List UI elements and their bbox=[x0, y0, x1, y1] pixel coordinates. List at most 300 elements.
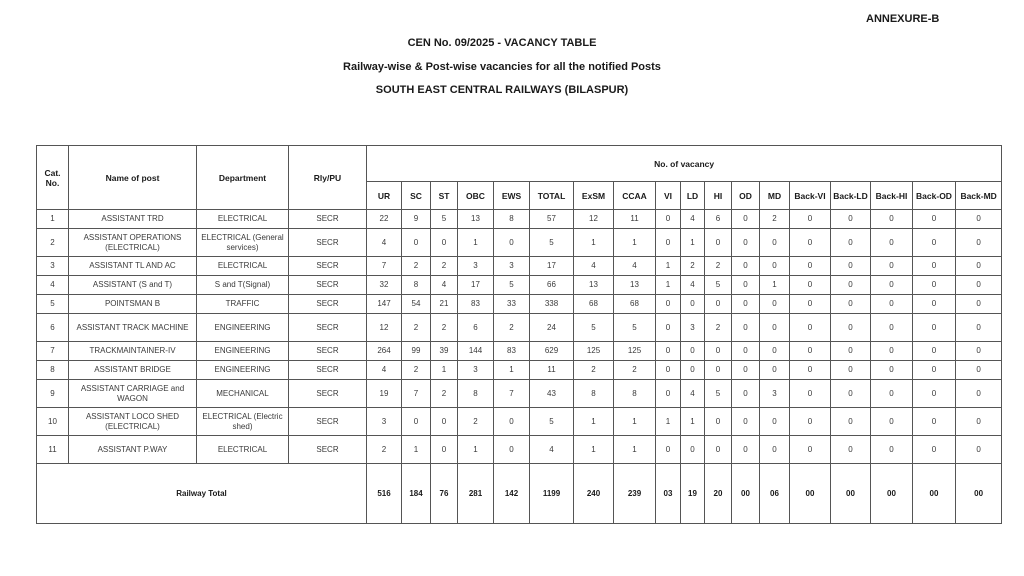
vacancy-back-ld-cell: 0 bbox=[831, 210, 871, 229]
rly-pu-cell: SECR bbox=[289, 408, 367, 436]
post-name-cell: ASSISTANT LOCO SHED (ELECTRICAL) bbox=[69, 408, 197, 436]
header-back-ld: Back-LD bbox=[831, 182, 871, 210]
header-ld: LD bbox=[681, 182, 705, 210]
vacancy-od-cell: 0 bbox=[732, 276, 760, 295]
post-name-cell: ASSISTANT TRD bbox=[69, 210, 197, 229]
post-name-cell: POINTSMAN B bbox=[69, 295, 197, 314]
post-name-cell: ASSISTANT P.WAY bbox=[69, 436, 197, 464]
vacancy-back-vi-cell: 0 bbox=[790, 210, 831, 229]
vacancy-exsm-cell: 4 bbox=[574, 257, 614, 276]
document-subtitle: Railway-wise & Post-wise vacancies for all the notified Posts bbox=[343, 61, 661, 73]
vacancy-od-cell: 0 bbox=[732, 342, 760, 361]
vacancy-ur-cell: 7 bbox=[367, 257, 402, 276]
rly-pu-cell: SECR bbox=[289, 342, 367, 361]
department-cell: MECHANICAL bbox=[197, 380, 289, 408]
header-od: OD bbox=[732, 182, 760, 210]
vacancy-st-cell: 5 bbox=[431, 210, 458, 229]
vacancy-vi-cell: 1 bbox=[656, 408, 681, 436]
vacancy-back-md-cell: 0 bbox=[956, 229, 1002, 257]
cat-no-cell: 5 bbox=[37, 295, 69, 314]
vacancy-hi-cell: 0 bbox=[705, 436, 732, 464]
header-ews: EWS bbox=[494, 182, 530, 210]
vacancy-ccaa-cell: 1 bbox=[614, 229, 656, 257]
vacancy-md-cell: 0 bbox=[760, 408, 790, 436]
header-obc: OBC bbox=[458, 182, 494, 210]
vacancy-back-hi-cell: 0 bbox=[871, 257, 913, 276]
total-back-vi-cell: 00 bbox=[790, 464, 831, 524]
vacancy-ur-cell: 3 bbox=[367, 408, 402, 436]
total-hi-cell: 20 bbox=[705, 464, 732, 524]
vacancy-back-vi-cell: 0 bbox=[790, 314, 831, 342]
vacancy-st-cell: 0 bbox=[431, 408, 458, 436]
vacancy-ur-cell: 12 bbox=[367, 314, 402, 342]
vacancy-back-hi-cell: 0 bbox=[871, 314, 913, 342]
vacancy-ews-cell: 0 bbox=[494, 408, 530, 436]
total-ur-cell: 516 bbox=[367, 464, 402, 524]
vacancy-back-hi-cell: 0 bbox=[871, 210, 913, 229]
vacancy-vi-cell: 1 bbox=[656, 276, 681, 295]
vacancy-total-cell: 43 bbox=[530, 380, 574, 408]
vacancy-ews-cell: 0 bbox=[494, 229, 530, 257]
vacancy-exsm-cell: 13 bbox=[574, 276, 614, 295]
header-department: Department bbox=[197, 146, 289, 210]
vacancy-ur-cell: 4 bbox=[367, 361, 402, 380]
vacancy-back-ld-cell: 0 bbox=[831, 314, 871, 342]
rly-pu-cell: SECR bbox=[289, 380, 367, 408]
vacancy-back-od-cell: 0 bbox=[913, 295, 956, 314]
department-cell: ELECTRICAL bbox=[197, 436, 289, 464]
vacancy-md-cell: 0 bbox=[760, 361, 790, 380]
vacancy-md-cell: 0 bbox=[760, 436, 790, 464]
vacancy-ld-cell: 1 bbox=[681, 408, 705, 436]
cat-no-cell: 6 bbox=[37, 314, 69, 342]
vacancy-hi-cell: 0 bbox=[705, 408, 732, 436]
vacancy-ccaa-cell: 125 bbox=[614, 342, 656, 361]
vacancy-hi-cell: 2 bbox=[705, 257, 732, 276]
vacancy-hi-cell: 5 bbox=[705, 276, 732, 295]
header-md: MD bbox=[760, 182, 790, 210]
vacancy-back-od-cell: 0 bbox=[913, 380, 956, 408]
vacancy-vi-cell: 0 bbox=[656, 436, 681, 464]
total-st-cell: 76 bbox=[431, 464, 458, 524]
railway-total-label: Railway Total bbox=[37, 464, 367, 524]
vacancy-back-ld-cell: 0 bbox=[831, 380, 871, 408]
department-cell: ELECTRICAL (Electric shed) bbox=[197, 408, 289, 436]
cat-no-cell: 4 bbox=[37, 276, 69, 295]
total-vi-cell: 03 bbox=[656, 464, 681, 524]
rly-pu-cell: SECR bbox=[289, 295, 367, 314]
vacancy-table bbox=[36, 145, 1002, 524]
vacancy-ews-cell: 3 bbox=[494, 257, 530, 276]
vacancy-back-md-cell: 0 bbox=[956, 380, 1002, 408]
vacancy-exsm-cell: 5 bbox=[574, 314, 614, 342]
department-cell: ELECTRICAL bbox=[197, 210, 289, 229]
vacancy-ur-cell: 2 bbox=[367, 436, 402, 464]
table-row bbox=[37, 408, 1002, 436]
vacancy-back-od-cell: 0 bbox=[913, 408, 956, 436]
vacancy-st-cell: 21 bbox=[431, 295, 458, 314]
vacancy-sc-cell: 2 bbox=[402, 314, 431, 342]
vacancy-back-od-cell: 0 bbox=[913, 229, 956, 257]
header-row-top bbox=[37, 146, 1002, 182]
vacancy-back-md-cell: 0 bbox=[956, 436, 1002, 464]
table-row bbox=[37, 342, 1002, 361]
vacancy-sc-cell: 1 bbox=[402, 436, 431, 464]
vacancy-back-md-cell: 0 bbox=[956, 210, 1002, 229]
vacancy-md-cell: 1 bbox=[760, 276, 790, 295]
vacancy-ld-cell: 0 bbox=[681, 436, 705, 464]
vacancy-back-hi-cell: 0 bbox=[871, 295, 913, 314]
vacancy-back-vi-cell: 0 bbox=[790, 408, 831, 436]
vacancy-total-cell: 57 bbox=[530, 210, 574, 229]
vacancy-st-cell: 1 bbox=[431, 361, 458, 380]
post-name-cell: ASSISTANT OPERATIONS (ELECTRICAL) bbox=[69, 229, 197, 257]
vacancy-obc-cell: 1 bbox=[458, 229, 494, 257]
vacancy-back-vi-cell: 0 bbox=[790, 380, 831, 408]
vacancy-obc-cell: 3 bbox=[458, 257, 494, 276]
vacancy-back-ld-cell: 0 bbox=[831, 276, 871, 295]
vacancy-od-cell: 0 bbox=[732, 436, 760, 464]
vacancy-obc-cell: 3 bbox=[458, 361, 494, 380]
department-cell: ENGINEERING bbox=[197, 342, 289, 361]
post-name-cell: ASSISTANT CARRIAGE and WAGON bbox=[69, 380, 197, 408]
vacancy-back-hi-cell: 0 bbox=[871, 436, 913, 464]
vacancy-ews-cell: 83 bbox=[494, 342, 530, 361]
department-cell: S and T(Signal) bbox=[197, 276, 289, 295]
vacancy-md-cell: 3 bbox=[760, 380, 790, 408]
vacancy-back-vi-cell: 0 bbox=[790, 257, 831, 276]
vacancy-sc-cell: 54 bbox=[402, 295, 431, 314]
vacancy-st-cell: 4 bbox=[431, 276, 458, 295]
total-ews-cell: 142 bbox=[494, 464, 530, 524]
cat-no-cell: 2 bbox=[37, 229, 69, 257]
vacancy-ur-cell: 32 bbox=[367, 276, 402, 295]
vacancy-back-hi-cell: 0 bbox=[871, 361, 913, 380]
vacancy-ews-cell: 5 bbox=[494, 276, 530, 295]
vacancy-back-od-cell: 0 bbox=[913, 436, 956, 464]
vacancy-st-cell: 0 bbox=[431, 229, 458, 257]
vacancy-obc-cell: 6 bbox=[458, 314, 494, 342]
vacancy-ld-cell: 4 bbox=[681, 276, 705, 295]
vacancy-ccaa-cell: 1 bbox=[614, 436, 656, 464]
vacancy-exsm-cell: 1 bbox=[574, 436, 614, 464]
rly-pu-cell: SECR bbox=[289, 314, 367, 342]
vacancy-od-cell: 0 bbox=[732, 380, 760, 408]
total-back-hi-cell: 00 bbox=[871, 464, 913, 524]
vacancy-st-cell: 0 bbox=[431, 436, 458, 464]
department-cell: ELECTRICAL (General services) bbox=[197, 229, 289, 257]
header-name-of-post: Name of post bbox=[69, 146, 197, 210]
vacancy-ews-cell: 1 bbox=[494, 361, 530, 380]
vacancy-ccaa-cell: 8 bbox=[614, 380, 656, 408]
vacancy-back-md-cell: 0 bbox=[956, 408, 1002, 436]
vacancy-total-cell: 11 bbox=[530, 361, 574, 380]
vacancy-obc-cell: 144 bbox=[458, 342, 494, 361]
vacancy-ccaa-cell: 13 bbox=[614, 276, 656, 295]
vacancy-exsm-cell: 68 bbox=[574, 295, 614, 314]
post-name-cell: ASSISTANT TL AND AC bbox=[69, 257, 197, 276]
header-back-hi: Back-HI bbox=[871, 182, 913, 210]
vacancy-total-cell: 4 bbox=[530, 436, 574, 464]
department-cell: TRAFFIC bbox=[197, 295, 289, 314]
rly-pu-cell: SECR bbox=[289, 229, 367, 257]
vacancy-ld-cell: 0 bbox=[681, 361, 705, 380]
post-name-cell: ASSISTANT (S and T) bbox=[69, 276, 197, 295]
vacancy-ld-cell: 4 bbox=[681, 210, 705, 229]
cat-no-cell: 7 bbox=[37, 342, 69, 361]
rly-pu-cell: SECR bbox=[289, 361, 367, 380]
vacancy-md-cell: 0 bbox=[760, 314, 790, 342]
vacancy-back-ld-cell: 0 bbox=[831, 295, 871, 314]
vacancy-obc-cell: 2 bbox=[458, 408, 494, 436]
vacancy-ews-cell: 2 bbox=[494, 314, 530, 342]
vacancy-back-hi-cell: 0 bbox=[871, 229, 913, 257]
vacancy-back-hi-cell: 0 bbox=[871, 276, 913, 295]
annexure-label: ANNEXURE-B bbox=[866, 13, 940, 25]
vacancy-hi-cell: 0 bbox=[705, 295, 732, 314]
vacancy-total-cell: 17 bbox=[530, 257, 574, 276]
vacancy-exsm-cell: 12 bbox=[574, 210, 614, 229]
vacancy-back-od-cell: 0 bbox=[913, 210, 956, 229]
vacancy-md-cell: 0 bbox=[760, 229, 790, 257]
vacancy-back-hi-cell: 0 bbox=[871, 342, 913, 361]
table-body bbox=[37, 210, 1002, 524]
vacancy-back-od-cell: 0 bbox=[913, 314, 956, 342]
vacancy-sc-cell: 0 bbox=[402, 408, 431, 436]
total-obc-cell: 281 bbox=[458, 464, 494, 524]
vacancy-total-cell: 5 bbox=[530, 408, 574, 436]
vacancy-back-ld-cell: 0 bbox=[831, 361, 871, 380]
total-back-md-cell: 00 bbox=[956, 464, 1002, 524]
vacancy-hi-cell: 0 bbox=[705, 361, 732, 380]
vacancy-total-cell: 338 bbox=[530, 295, 574, 314]
vacancy-md-cell: 0 bbox=[760, 295, 790, 314]
header-no-of-vacancy: No. of vacancy bbox=[367, 146, 1002, 182]
vacancy-ccaa-cell: 68 bbox=[614, 295, 656, 314]
vacancy-sc-cell: 9 bbox=[402, 210, 431, 229]
vacancy-exsm-cell: 2 bbox=[574, 361, 614, 380]
vacancy-total-cell: 5 bbox=[530, 229, 574, 257]
vacancy-ld-cell: 0 bbox=[681, 342, 705, 361]
vacancy-ccaa-cell: 2 bbox=[614, 361, 656, 380]
vacancy-back-od-cell: 0 bbox=[913, 342, 956, 361]
cat-no-cell: 3 bbox=[37, 257, 69, 276]
document-title: CEN No. 09/2025 - VACANCY TABLE bbox=[407, 37, 597, 49]
vacancy-back-ld-cell: 0 bbox=[831, 436, 871, 464]
vacancy-ld-cell: 3 bbox=[681, 314, 705, 342]
vacancy-vi-cell: 0 bbox=[656, 342, 681, 361]
railway-total-row bbox=[37, 464, 1002, 524]
vacancy-ccaa-cell: 4 bbox=[614, 257, 656, 276]
header-hi: HI bbox=[705, 182, 732, 210]
vacancy-exsm-cell: 1 bbox=[574, 229, 614, 257]
vacancy-back-vi-cell: 0 bbox=[790, 276, 831, 295]
vacancy-back-vi-cell: 0 bbox=[790, 295, 831, 314]
vacancy-ccaa-cell: 11 bbox=[614, 210, 656, 229]
table-row bbox=[37, 436, 1002, 464]
vacancy-vi-cell: 0 bbox=[656, 210, 681, 229]
vacancy-ews-cell: 7 bbox=[494, 380, 530, 408]
vacancy-back-hi-cell: 0 bbox=[871, 408, 913, 436]
vacancy-back-md-cell: 0 bbox=[956, 257, 1002, 276]
vacancy-ccaa-cell: 1 bbox=[614, 408, 656, 436]
vacancy-sc-cell: 0 bbox=[402, 229, 431, 257]
vacancy-exsm-cell: 1 bbox=[574, 408, 614, 436]
department-cell: ELECTRICAL bbox=[197, 257, 289, 276]
vacancy-total-cell: 66 bbox=[530, 276, 574, 295]
cat-no-cell: 10 bbox=[37, 408, 69, 436]
vacancy-od-cell: 0 bbox=[732, 314, 760, 342]
vacancy-od-cell: 0 bbox=[732, 257, 760, 276]
total-exsm-cell: 240 bbox=[574, 464, 614, 524]
vacancy-ld-cell: 4 bbox=[681, 380, 705, 408]
table-row bbox=[37, 210, 1002, 229]
post-name-cell: TRACKMAINTAINER-IV bbox=[69, 342, 197, 361]
vacancy-vi-cell: 0 bbox=[656, 361, 681, 380]
post-name-cell: ASSISTANT TRACK MACHINE bbox=[69, 314, 197, 342]
vacancy-md-cell: 0 bbox=[760, 342, 790, 361]
rly-pu-cell: SECR bbox=[289, 257, 367, 276]
header-ccaa: CCAA bbox=[614, 182, 656, 210]
table-row bbox=[37, 276, 1002, 295]
header-st: ST bbox=[431, 182, 458, 210]
header-exsm: ExSM bbox=[574, 182, 614, 210]
vacancy-obc-cell: 17 bbox=[458, 276, 494, 295]
total-sc-cell: 184 bbox=[402, 464, 431, 524]
vacancy-exsm-cell: 125 bbox=[574, 342, 614, 361]
vacancy-ews-cell: 8 bbox=[494, 210, 530, 229]
vacancy-back-od-cell: 0 bbox=[913, 361, 956, 380]
vacancy-ews-cell: 33 bbox=[494, 295, 530, 314]
vacancy-back-vi-cell: 0 bbox=[790, 229, 831, 257]
total-ccaa-cell: 239 bbox=[614, 464, 656, 524]
vacancy-sc-cell: 8 bbox=[402, 276, 431, 295]
vacancy-st-cell: 39 bbox=[431, 342, 458, 361]
vacancy-sc-cell: 2 bbox=[402, 257, 431, 276]
vacancy-hi-cell: 0 bbox=[705, 342, 732, 361]
table-row bbox=[37, 295, 1002, 314]
department-cell: ENGINEERING bbox=[197, 314, 289, 342]
header-sc: SC bbox=[402, 182, 431, 210]
vacancy-vi-cell: 1 bbox=[656, 257, 681, 276]
vacancy-back-md-cell: 0 bbox=[956, 276, 1002, 295]
vacancy-ccaa-cell: 5 bbox=[614, 314, 656, 342]
vacancy-back-od-cell: 0 bbox=[913, 276, 956, 295]
header-vi: VI bbox=[656, 182, 681, 210]
vacancy-ur-cell: 147 bbox=[367, 295, 402, 314]
vacancy-back-hi-cell: 0 bbox=[871, 380, 913, 408]
vacancy-od-cell: 0 bbox=[732, 229, 760, 257]
total-ld-cell: 19 bbox=[681, 464, 705, 524]
vacancy-vi-cell: 0 bbox=[656, 314, 681, 342]
header-rly-pu: Rly/PU bbox=[289, 146, 367, 210]
table-row bbox=[37, 314, 1002, 342]
vacancy-ur-cell: 19 bbox=[367, 380, 402, 408]
total-md-cell: 06 bbox=[760, 464, 790, 524]
total-back-ld-cell: 00 bbox=[831, 464, 871, 524]
vacancy-ur-cell: 264 bbox=[367, 342, 402, 361]
table-row bbox=[37, 229, 1002, 257]
header-ur: UR bbox=[367, 182, 402, 210]
vacancy-obc-cell: 1 bbox=[458, 436, 494, 464]
rly-pu-cell: SECR bbox=[289, 436, 367, 464]
vacancy-vi-cell: 0 bbox=[656, 295, 681, 314]
vacancy-hi-cell: 0 bbox=[705, 229, 732, 257]
vacancy-sc-cell: 7 bbox=[402, 380, 431, 408]
vacancy-md-cell: 0 bbox=[760, 257, 790, 276]
vacancy-ld-cell: 1 bbox=[681, 229, 705, 257]
cat-no-cell: 1 bbox=[37, 210, 69, 229]
rly-pu-cell: SECR bbox=[289, 210, 367, 229]
railway-zone-title: SOUTH EAST CENTRAL RAILWAYS (BILASPUR) bbox=[375, 84, 629, 96]
vacancy-st-cell: 2 bbox=[431, 257, 458, 276]
table-row bbox=[37, 257, 1002, 276]
vacancy-ur-cell: 4 bbox=[367, 229, 402, 257]
vacancy-back-od-cell: 0 bbox=[913, 257, 956, 276]
vacancy-obc-cell: 13 bbox=[458, 210, 494, 229]
vacancy-back-ld-cell: 0 bbox=[831, 229, 871, 257]
header-cat-no: Cat. No. bbox=[37, 146, 69, 210]
vacancy-obc-cell: 83 bbox=[458, 295, 494, 314]
vacancy-sc-cell: 2 bbox=[402, 361, 431, 380]
vacancy-od-cell: 0 bbox=[732, 295, 760, 314]
vacancy-ld-cell: 2 bbox=[681, 257, 705, 276]
vacancy-back-ld-cell: 0 bbox=[831, 408, 871, 436]
header-total: TOTAL bbox=[530, 182, 574, 210]
vacancy-od-cell: 0 bbox=[732, 408, 760, 436]
vacancy-ur-cell: 22 bbox=[367, 210, 402, 229]
vacancy-sc-cell: 99 bbox=[402, 342, 431, 361]
vacancy-back-vi-cell: 0 bbox=[790, 342, 831, 361]
vacancy-od-cell: 0 bbox=[732, 210, 760, 229]
vacancy-md-cell: 2 bbox=[760, 210, 790, 229]
vacancy-hi-cell: 5 bbox=[705, 380, 732, 408]
header-back-od: Back-OD bbox=[913, 182, 956, 210]
total-total-cell: 1199 bbox=[530, 464, 574, 524]
vacancy-exsm-cell: 8 bbox=[574, 380, 614, 408]
vacancy-back-vi-cell: 0 bbox=[790, 361, 831, 380]
cat-no-cell: 11 bbox=[37, 436, 69, 464]
vacancy-st-cell: 2 bbox=[431, 380, 458, 408]
rly-pu-cell: SECR bbox=[289, 276, 367, 295]
total-back-od-cell: 00 bbox=[913, 464, 956, 524]
vacancy-back-ld-cell: 0 bbox=[831, 257, 871, 276]
vacancy-back-ld-cell: 0 bbox=[831, 342, 871, 361]
vacancy-od-cell: 0 bbox=[732, 361, 760, 380]
vacancy-ld-cell: 0 bbox=[681, 295, 705, 314]
vacancy-vi-cell: 0 bbox=[656, 229, 681, 257]
total-od-cell: 00 bbox=[732, 464, 760, 524]
table-row bbox=[37, 380, 1002, 408]
cat-no-cell: 8 bbox=[37, 361, 69, 380]
vacancy-back-md-cell: 0 bbox=[956, 342, 1002, 361]
vacancy-vi-cell: 0 bbox=[656, 380, 681, 408]
header-back-md: Back-MD bbox=[956, 182, 1002, 210]
header-back-vi: Back-VI bbox=[790, 182, 831, 210]
vacancy-back-md-cell: 0 bbox=[956, 361, 1002, 380]
vacancy-back-md-cell: 0 bbox=[956, 295, 1002, 314]
vacancy-back-vi-cell: 0 bbox=[790, 436, 831, 464]
vacancy-back-md-cell: 0 bbox=[956, 314, 1002, 342]
table-row bbox=[37, 361, 1002, 380]
vacancy-hi-cell: 6 bbox=[705, 210, 732, 229]
vacancy-total-cell: 629 bbox=[530, 342, 574, 361]
vacancy-total-cell: 24 bbox=[530, 314, 574, 342]
post-name-cell: ASSISTANT BRIDGE bbox=[69, 361, 197, 380]
cat-no-cell: 9 bbox=[37, 380, 69, 408]
vacancy-hi-cell: 2 bbox=[705, 314, 732, 342]
vacancy-obc-cell: 8 bbox=[458, 380, 494, 408]
